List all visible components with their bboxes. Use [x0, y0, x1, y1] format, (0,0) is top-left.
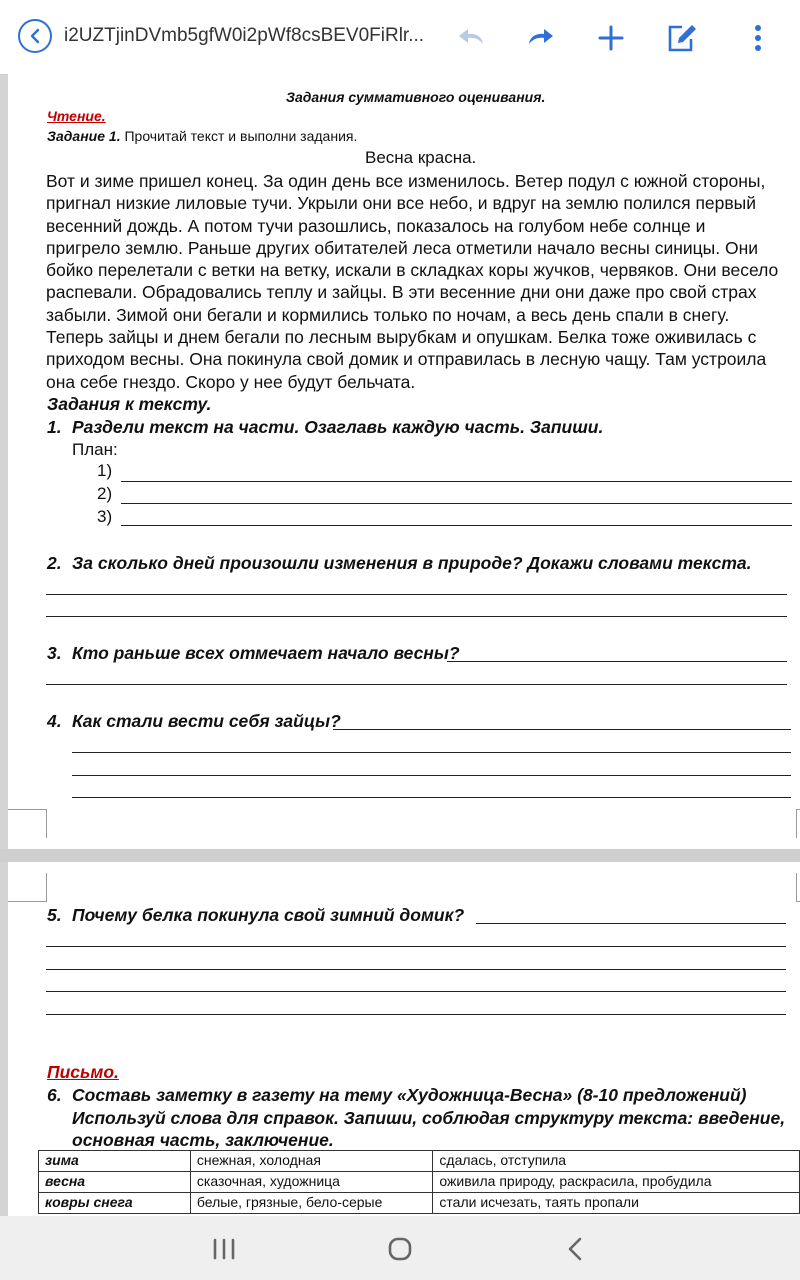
q4-text: Как стали вести себя зайцы? — [72, 711, 341, 731]
story-line: распевали. Обрадовались теплу и зайцы. В эти весенние дни они даже про свой страх — [46, 282, 757, 303]
tasks-heading: Задания к тексту. — [47, 394, 212, 414]
plan-item: 1) — [97, 461, 113, 480]
plan-item: 3) — [97, 507, 113, 526]
table-cell: сказочная, художница — [190, 1172, 433, 1193]
task1-instruction — [47, 128, 357, 144]
table-cell: снежная, холодная — [190, 1151, 433, 1172]
page-corner-mark — [796, 809, 800, 838]
table-cell: зима — [39, 1151, 191, 1172]
task1-label: Задание 1. — [47, 128, 121, 144]
table-cell: оживила природу, раскрасила, пробудила — [433, 1172, 800, 1193]
plan-label: План: — [72, 440, 118, 459]
q2-number: 2. — [47, 553, 62, 573]
q1-text: Раздели текст на части. Озаглавь каждую часть. Запиши. — [72, 417, 604, 437]
answer-line — [46, 684, 787, 685]
story-title: Весна красна. — [365, 148, 477, 167]
answer-line — [121, 481, 792, 482]
table-row — [39, 1172, 800, 1193]
answer-line — [72, 752, 791, 753]
page-corner-mark — [796, 873, 800, 902]
reading-section-label: Чтение. — [47, 108, 106, 124]
reference-words-table — [38, 1150, 800, 1214]
answer-line — [121, 503, 792, 504]
q2-text: За сколько дней произошли изменения в природе? Докажи словами текста. — [72, 553, 752, 573]
answer-line — [46, 594, 787, 595]
answer-line — [121, 525, 792, 526]
table-row — [39, 1151, 800, 1172]
answer-line — [447, 661, 787, 662]
table-cell: белые, грязные, бело-серые — [190, 1193, 433, 1214]
story-line: пригрело землю. Раньше других обитателей леса отметили начало весны синицы. Они — [46, 237, 759, 258]
answer-line — [46, 969, 786, 970]
answer-line — [46, 946, 786, 947]
story-line: бойко перелетали с ветки на ветку, искали в складках коры жучков, червяков. Они весело — [46, 260, 779, 281]
q5-number: 5. — [47, 905, 62, 925]
answer-line — [46, 616, 787, 617]
back-nav-icon[interactable] — [556, 1234, 596, 1264]
system-nav-bar — [0, 1216, 800, 1280]
story-line: Вот и зиме пришел конец. За один день все изменилось. Ветер подул с южной стороны, — [46, 171, 766, 191]
top-toolbar — [0, 0, 800, 75]
q6-text-line: Составь заметку в газету на тему «Художница-Весна» (8-10 предложений) — [72, 1085, 747, 1105]
home-icon[interactable] — [380, 1234, 420, 1264]
answer-line — [72, 775, 791, 776]
recent-apps-icon[interactable] — [204, 1234, 244, 1264]
q6-number: 6. — [47, 1085, 62, 1105]
story-line: пригнал низкие лиловые тучи. Укрыли они все небо, и вдруг на землю полился первый — [46, 193, 757, 214]
story-line: она себе гнездо. Скоро у нее будут бельчата. — [46, 371, 416, 392]
answer-line — [333, 729, 791, 730]
story-line: забыли. Зимой они бегали и кормились только по ночам, а весь день спали в снегу. — [46, 304, 730, 325]
q1-number: 1. — [47, 417, 62, 437]
table-cell: весна — [39, 1172, 191, 1193]
document-title: i2UZTjinDVmb5gfW0i2pWf8csBEV0FiRlr... — [64, 25, 425, 46]
q3-text: Кто раньше всех отмечает начало весны? — [72, 643, 460, 663]
plan-item: 2) — [97, 484, 113, 503]
q6-text-line: основная часть, заключение. — [72, 1130, 334, 1150]
table-cell: ковры снега — [39, 1193, 191, 1214]
page-corner-mark — [8, 873, 47, 902]
q3-number: 3. — [47, 643, 62, 663]
q5-text: Почему белка покинула свой зимний домик? — [72, 905, 465, 925]
back-icon[interactable] — [18, 19, 52, 53]
task1-text: Прочитай текст и выполни задания. — [120, 128, 358, 144]
plus-icon[interactable] — [594, 22, 628, 54]
q4-number: 4. — [47, 711, 62, 731]
story-text — [46, 170, 778, 393]
table-cell: стали исчезать, таять пропали — [433, 1193, 800, 1214]
story-line: приходом весны. Она покинула свой домик и отправилась в лесную чащу. Там устроила — [46, 349, 767, 370]
redo-icon[interactable] — [524, 22, 558, 54]
more-vert-icon[interactable] — [741, 22, 775, 54]
document-header: Задания суммативного оценивания. — [286, 89, 546, 105]
edit-icon[interactable] — [665, 22, 699, 54]
undo-icon[interactable] — [456, 22, 490, 54]
q6-text-line: Используй слова для справок. Запиши, соблюдая структуру текста: введение, — [72, 1108, 786, 1128]
story-line: Теперь зайцы и днем бегали по лесным вырубкам и опушкам. Белка тоже оживилась с — [46, 327, 757, 348]
story-line: весенний дождь. А потом тучи разошлись, показалось на голубом небе солнце и — [46, 215, 706, 236]
answer-line — [476, 923, 786, 924]
page-corner-mark — [8, 809, 47, 838]
answer-line — [46, 1014, 786, 1015]
writing-section-label: Письмо. — [47, 1062, 119, 1082]
answer-line — [72, 797, 791, 798]
table-row — [39, 1193, 800, 1214]
table-cell: сдалась, отступила — [433, 1151, 800, 1172]
answer-line — [46, 991, 786, 992]
page-separator — [0, 849, 800, 862]
